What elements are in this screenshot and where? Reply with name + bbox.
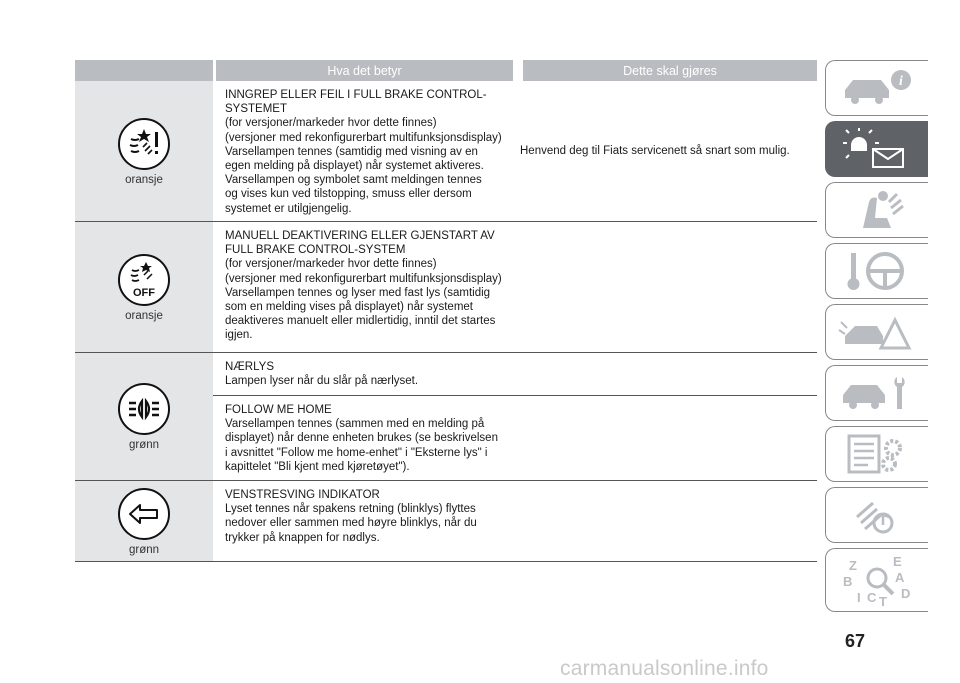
- line: Varsellampen og symbolet samt meldingen tennes: [225, 174, 482, 187]
- line: som en melding vises på displayet) når systemet: [225, 301, 473, 314]
- line: og vises kun ved tilstopping, smuss eller dersom: [225, 188, 472, 201]
- line: igjen.: [225, 329, 253, 342]
- key-steering-wheel-icon: [837, 249, 917, 293]
- tab-starting-driving[interactable]: [825, 243, 928, 299]
- technical-data-gear-icon: [837, 432, 917, 476]
- line: Lampen lyser når du slår på nærlyset.: [225, 375, 419, 388]
- action-cell: [510, 222, 817, 352]
- color-label: grønn: [128, 439, 160, 451]
- header-icon-column: [75, 60, 213, 81]
- tab-technical-data[interactable]: [825, 426, 928, 482]
- low-beam-icon: [117, 382, 171, 436]
- off-text: OFF: [133, 286, 155, 299]
- line: Lyset tennes når spakens retning (blinklys) flyttes: [225, 503, 476, 516]
- svg-text:i: i: [899, 74, 903, 89]
- line: i avsnittet "Follow me home-enhet" i "Eksterne lys" i: [225, 446, 488, 459]
- warning-lights-table: [75, 60, 817, 562]
- line: Varsellampen tennes (sammen med en melding på: [225, 418, 485, 431]
- meaning-cell: [213, 222, 510, 352]
- header-action: Dette skal gjøres: [523, 60, 817, 81]
- line: deaktiveres manuelt eller midlertidig, inntil det startes: [225, 315, 496, 328]
- line: trykker på knappen for nødlys.: [225, 531, 380, 544]
- table-row: [75, 222, 817, 353]
- car-info-icon: [837, 66, 917, 110]
- line: (for versjoner/markeder hvor dette finnes): [225, 117, 437, 130]
- watermark: carmanualsonline.info: [560, 657, 769, 680]
- meaning-cell: [213, 396, 510, 480]
- svg-text:Z: Z: [849, 558, 857, 573]
- line: (versjoner med rekonfigurerbart multifunksjonsdisplay): [225, 131, 502, 144]
- chapter-tabs: [825, 60, 928, 617]
- svg-text:E: E: [893, 554, 902, 569]
- line: displayet) når denne enheten brukes (se beskrivelsen: [225, 432, 498, 445]
- tab-safety[interactable]: [825, 182, 928, 238]
- icon-cell: [75, 222, 213, 352]
- line: (for versjoner/markeder hvor dette finnes): [225, 258, 437, 271]
- multimedia-music-icon: [837, 493, 917, 537]
- table-row: [75, 353, 817, 481]
- icon-cell: [75, 81, 213, 221]
- tab-car-info[interactable]: [825, 60, 928, 116]
- row-title: INNGREP ELLER FEIL I FULL BRAKE CONTROL-SYSTEMET: [225, 89, 487, 116]
- table-header: [75, 60, 817, 81]
- line: Varsellampen tennes og lyser med fast lys (samtidig: [225, 286, 491, 299]
- meaning-cell: [213, 81, 510, 221]
- line: nedover eller sammen med høyre blinklys, når du: [225, 517, 477, 530]
- line: Varsellampen tennes (samtidig med visning av en: [225, 145, 478, 158]
- row-title: FOLLOW ME HOME: [225, 403, 332, 416]
- meaning-cell: [213, 353, 510, 395]
- line: egen melding på displayet) når systemet aktiveres.: [225, 160, 484, 173]
- svg-text:A: A: [895, 570, 905, 585]
- table-row: [75, 481, 817, 562]
- left-turn-indicator-icon: [117, 487, 171, 541]
- line: systemet er utilgjengelig.: [225, 202, 352, 215]
- tab-emergency[interactable]: [825, 304, 928, 360]
- warning-light-message-icon: [837, 127, 917, 171]
- car-wrench-icon: [837, 371, 917, 415]
- breakdown-warning-triangle-icon: [837, 310, 917, 354]
- line: (versjoner med rekonfigurerbart multifunksjonsdisplay): [225, 272, 502, 285]
- svg-text:C: C: [867, 590, 877, 605]
- color-label: oransje: [125, 173, 163, 186]
- color-label: grønn: [128, 543, 160, 556]
- tab-maintenance[interactable]: [825, 365, 928, 421]
- svg-text:T: T: [879, 594, 887, 608]
- icon-cell: [75, 353, 213, 480]
- header-meaning: Hva det betyr: [216, 60, 513, 81]
- tab-index[interactable]: [825, 548, 928, 612]
- tab-multimedia[interactable]: [825, 487, 928, 543]
- color-label: oransje: [125, 309, 163, 322]
- airbag-seat-icon: [837, 188, 917, 232]
- row-title: NÆRLYS: [225, 361, 274, 373]
- svg-text:D: D: [901, 586, 911, 601]
- action-cell: [510, 481, 817, 561]
- svg-text:I: I: [857, 590, 861, 605]
- brake-control-off-icon: [117, 253, 171, 307]
- action-cell: Henvend deg til Fiats servicenett så snart som mulig.: [520, 144, 790, 157]
- row-title: MANUELL DEAKTIVERING ELLER GJENSTART AV FULL BRAKE CONTROL-SYSTEM: [225, 230, 495, 257]
- alphabetical-index-icon: [837, 552, 917, 608]
- meaning-cell: [213, 481, 510, 561]
- brake-control-failure-icon: [117, 117, 171, 171]
- svg-text:B: B: [843, 574, 853, 589]
- table-row: [75, 81, 817, 222]
- row-title: VENSTRESVING INDIKATOR: [225, 489, 380, 501]
- tab-warning-lights[interactable]: [825, 121, 928, 177]
- icon-cell: [75, 481, 213, 561]
- page-number: 67: [845, 631, 866, 651]
- line: kapittelet "Bli kjent med kjøretøyet").: [225, 460, 410, 473]
